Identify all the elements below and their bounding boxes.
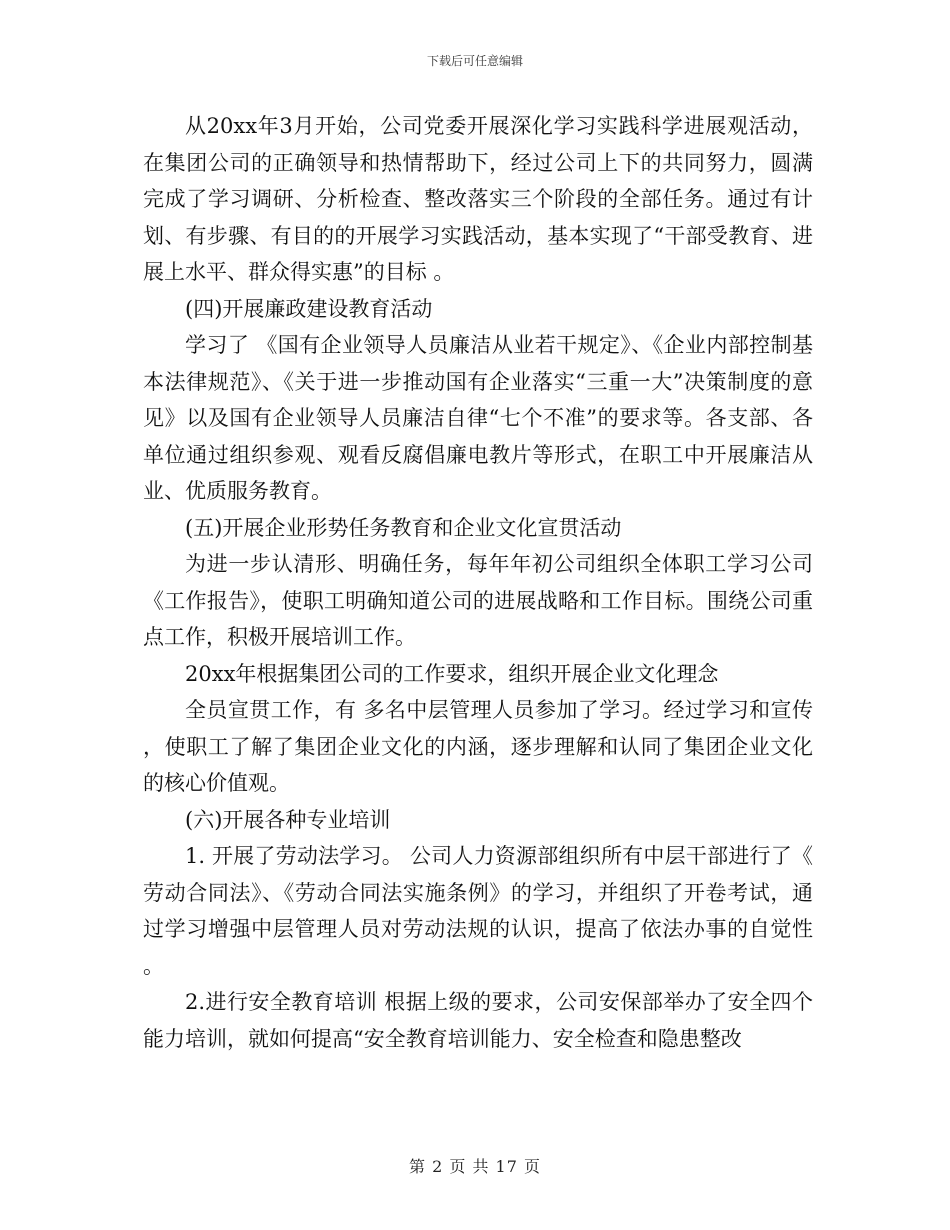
paragraph-1: 从20xx年3月开始，公司党委开展深化学习实践科学进展观活动，在集团公司的正确领导和热情帮助下，经过公司上下的共同努力，圆满完成了学习调研、分析检查、整改落实三个阶段的全部任务。通过有计划、有步骤、有目的的开展学习实践活动，基本实现了“干部受教育、进展上水平、群众得实惠”的目标 。 (143, 114, 813, 284)
section-heading-5: (五)开展企业形势任务教育和企业文化宣贯活动 (185, 515, 622, 540)
paragraph-3: 为进一步认清形、明确任务，每年年初公司组织全体职工学习公司《工作报告》，使职工明确知道公司的进展战略和工作目标。围绕公司重点工作，积极开展培训工作。 (143, 552, 813, 649)
header-note: 下载后可任意编辑 (426, 54, 523, 68)
section-heading-4: (四)开展廉政建设教育活动 (185, 296, 433, 321)
paragraph-2: 学习了 《国有企业领导人员廉洁从业若干规定》、《企业内部控制基本法律规范》、《关于进一步推动国有企业落实“三重一大”决策制度的意见》以及国有企业领导人员廉洁自律“七个不准”的要求等。各支部、各单位通过组织参观、观看反腐倡廉电教片等形式，在职工中开展廉洁从业、优质服务教育。 (143, 333, 813, 503)
document-body (143, 108, 813, 1057)
paragraph-7: 2.进行安全教育培训 根据上级的要求，公司安保部举办了安全四个能力培训，就如何提高“安全教育培训能力、安全检查和隐患整改 (143, 990, 813, 1051)
section-heading-6: (六)开展各种专业培训 (185, 807, 391, 832)
paragraph-6: 1. 开展了劳动法学习。 公司人力资源部组织所有中层干部进行了《劳动合同法》、《劳动合同法实施条例》的学习，并组织了开卷考试，通过学习增强中层管理人员对劳动法规的认识，提高了依法办事的自觉性。 (143, 844, 813, 978)
paragraph-4: 20xx年根据集团公司的工作要求，组织开展企业文化理念 (185, 661, 719, 686)
page-number-footer: 第 2 页 共 17 页 (409, 1157, 541, 1176)
paragraph-5: 全员宣贯工作，有 多名中层管理人员参加了学习。经过学习和宣传，使职工了解了集团企业文化的内涵，逐步理解和认同了集团企业文化的核心价值观。 (143, 698, 813, 795)
